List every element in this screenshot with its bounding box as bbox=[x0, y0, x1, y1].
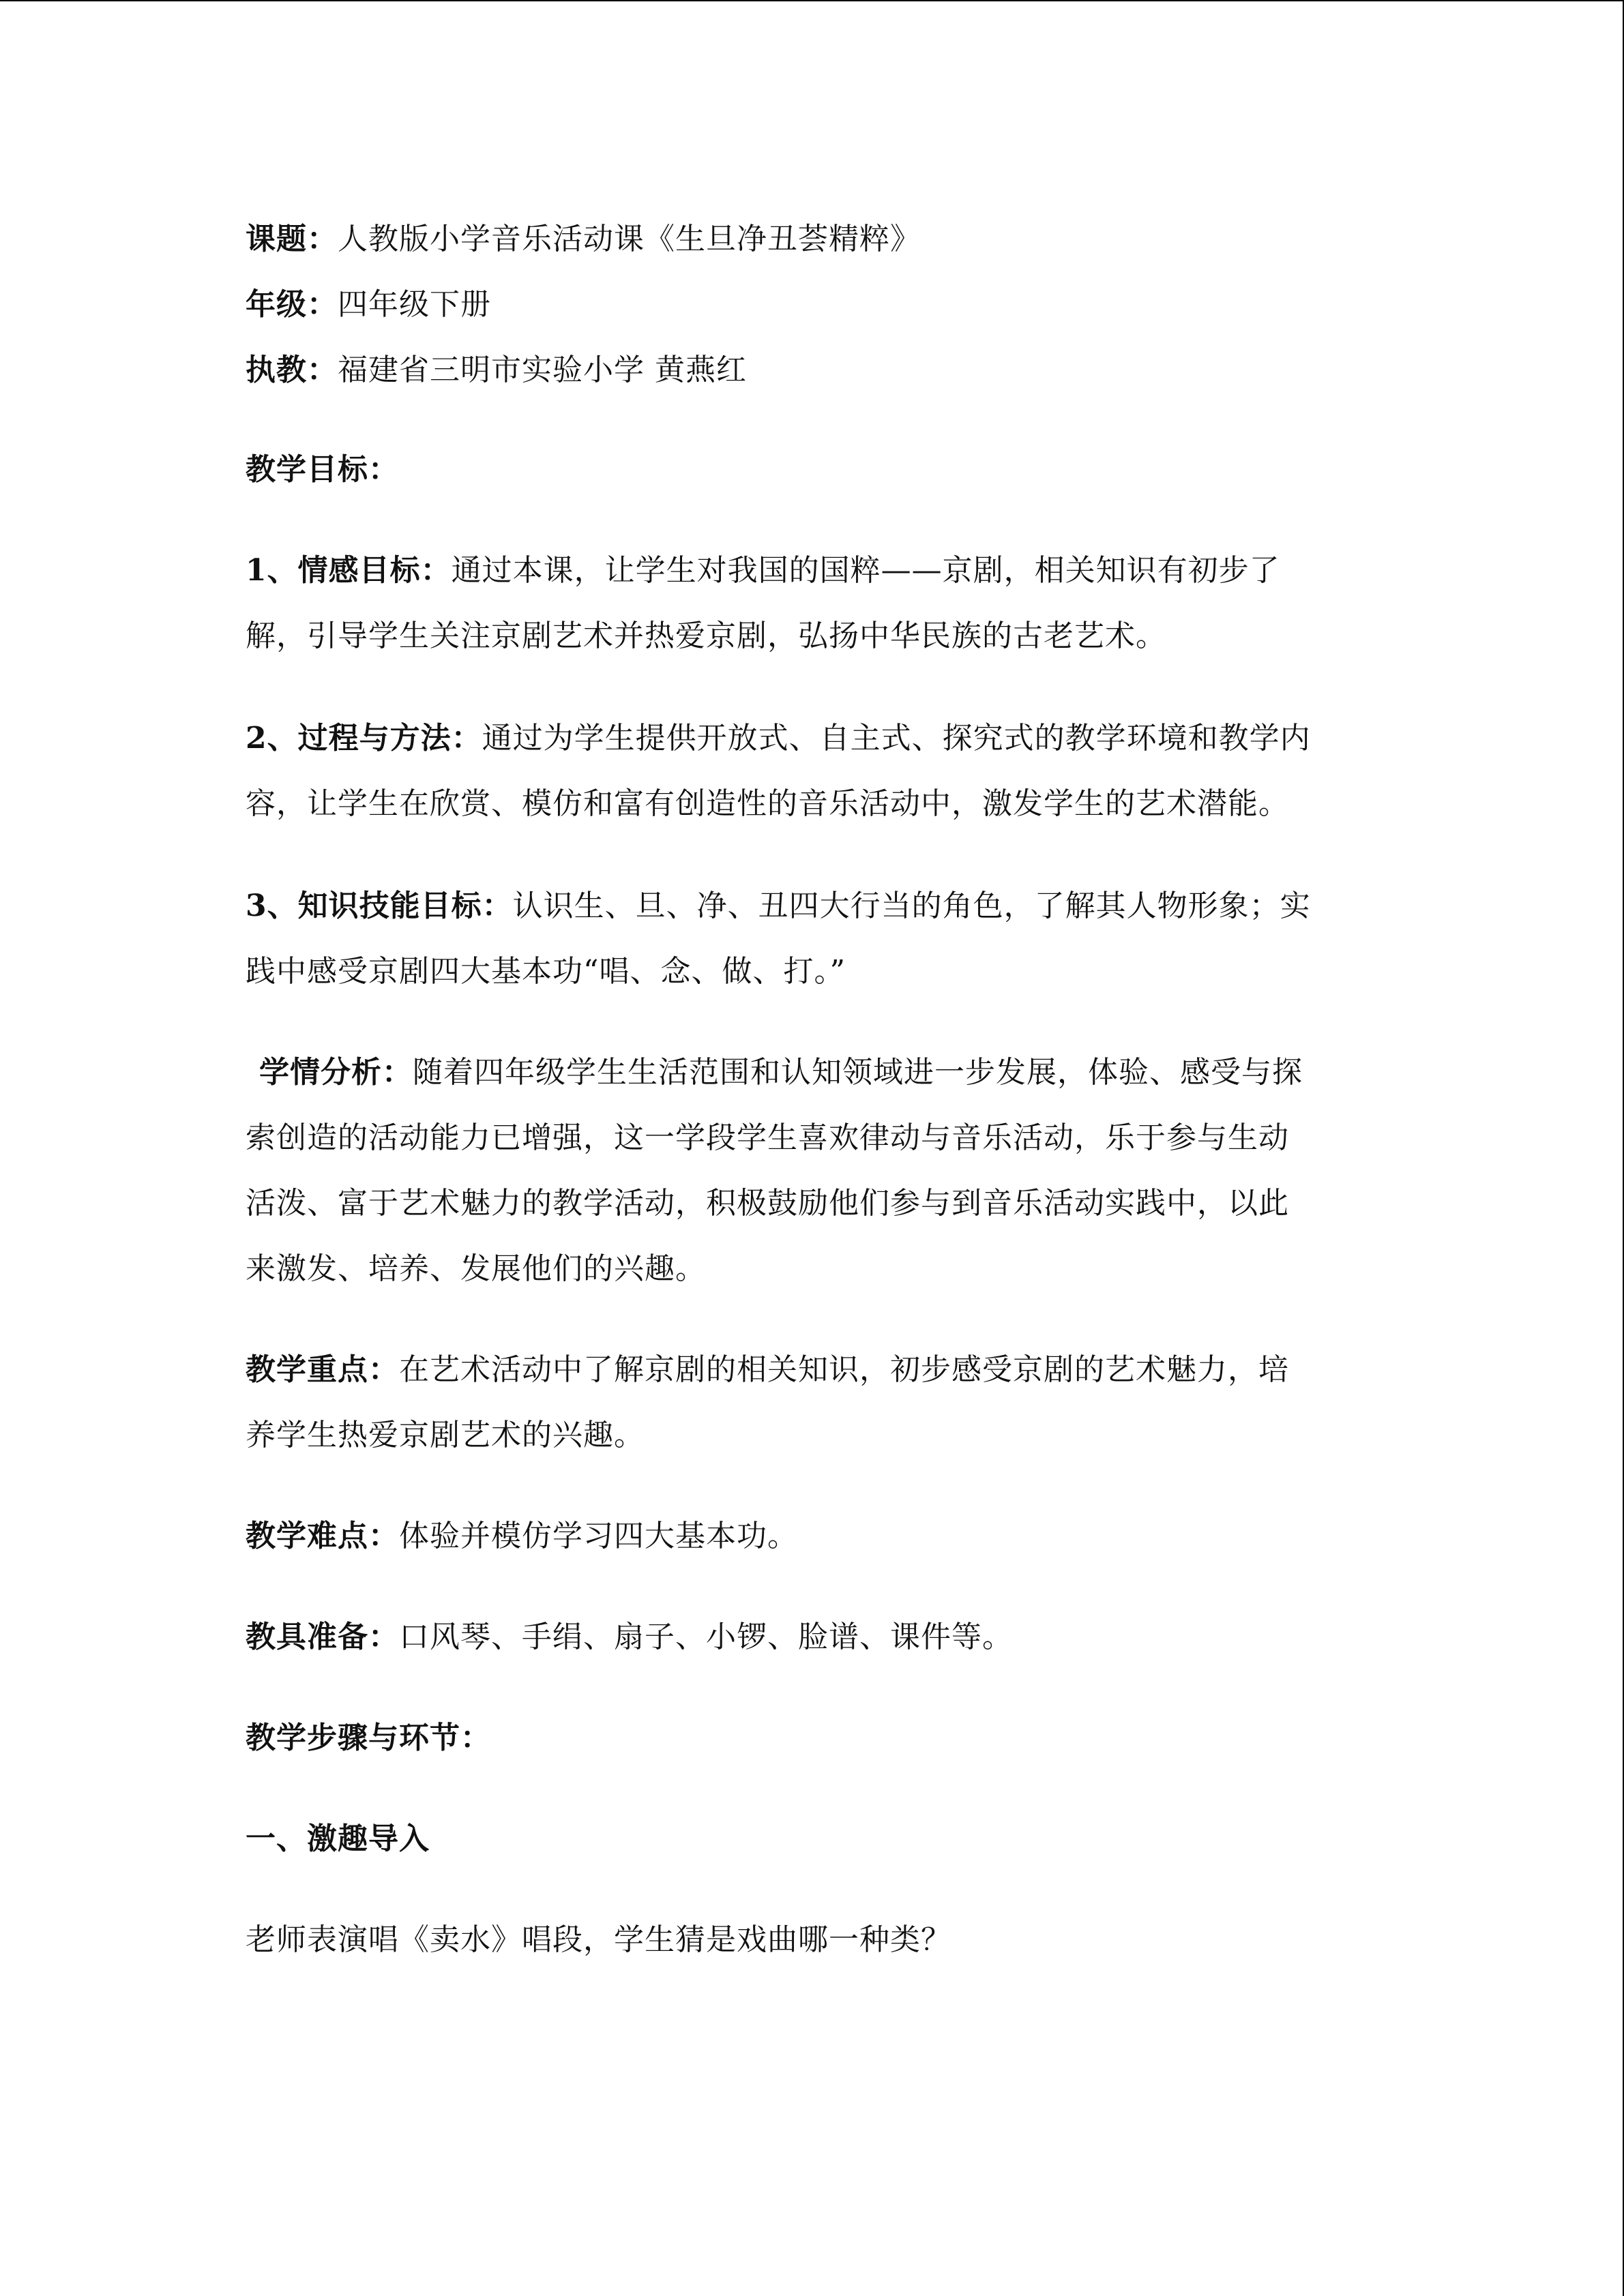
teacher-line bbox=[246, 337, 747, 404]
objective-1-text-1: 通过本课，让学生对我国的国粹——京剧，相关知识有初步了 bbox=[451, 553, 1280, 588]
analysis-text-3: 活泼、富于艺术魅力的教学活动，积极鼓励他们参与到音乐活动实践中，以此 bbox=[246, 1186, 1289, 1221]
topic-value: 人教版小学音乐活动课《生旦净丑荟精粹》 bbox=[338, 222, 921, 256]
analysis-text-2: 索创造的活动能力已增强，这一学段学生喜欢律动与音乐活动，乐于参与生动 bbox=[246, 1120, 1289, 1155]
difficulty-label: 教学难点： bbox=[246, 1519, 399, 1553]
difficulty-value: 体验并模仿学习四大基本功。 bbox=[399, 1519, 798, 1553]
objective-3-label: 3、知识技能目标： bbox=[246, 889, 513, 923]
analysis-line-1 bbox=[259, 1039, 1303, 1106]
key-point-text-1: 在艺术活动中了解京剧的相关知识，初步感受京剧的艺术魅力，培 bbox=[399, 1352, 1289, 1387]
key-point-line-1 bbox=[246, 1337, 1289, 1403]
objective-1-line-1 bbox=[246, 537, 1280, 604]
materials-label: 教具准备： bbox=[246, 1620, 399, 1654]
grade-label: 年级： bbox=[246, 287, 338, 322]
objective-1-text-2: 解，引导学生关注京剧艺术并热爱京剧，弘扬中华民族的古老艺术。 bbox=[246, 618, 1166, 653]
teacher-label: 执教： bbox=[246, 353, 338, 387]
objective-3-text-1: 认识生、旦、净、丑四大行当的角色，了解其人物形象；实 bbox=[512, 889, 1311, 923]
grade-line bbox=[246, 271, 491, 338]
analysis-text-4: 来激发、培养、发展他们的兴趣。 bbox=[246, 1251, 706, 1286]
objective-2-text-1: 通过为学生提供开放式、自主式、探究式的教学环境和教学内 bbox=[482, 721, 1311, 756]
materials-value: 口风琴、手绢、扇子、小锣、脸谱、课件等。 bbox=[399, 1620, 1013, 1654]
difficulty-line bbox=[246, 1503, 798, 1570]
objectives-heading: 教学目标： bbox=[246, 452, 399, 487]
objective-2-line-1 bbox=[246, 705, 1311, 772]
materials-line bbox=[246, 1604, 1013, 1671]
objective-1-label: 1、情感目标： bbox=[246, 553, 452, 588]
steps-heading: 教学步骤与环节： bbox=[246, 1720, 491, 1755]
section-1-text: 老师表演唱《卖水》唱段，学生猜是戏曲哪一种类？ bbox=[246, 1922, 951, 1957]
objective-2-text-2: 容，让学生在欣赏、模仿和富有创造性的音乐活动中，激发学生的艺术潜能。 bbox=[246, 786, 1289, 821]
topic-label: 课题： bbox=[246, 222, 338, 256]
analysis-label: 学情分析： bbox=[259, 1055, 413, 1090]
key-point-label: 教学重点： bbox=[246, 1352, 399, 1387]
section-1-heading: 一、激趣导入 bbox=[246, 1821, 430, 1856]
analysis-text-1: 随着四年级学生生活范围和认知领域进一步发展，体验、感受与探 bbox=[413, 1055, 1303, 1090]
teacher-value: 福建省三明市实验小学 黄燕红 bbox=[338, 353, 747, 387]
topic-line bbox=[246, 206, 921, 273]
objective-3-line-1 bbox=[246, 873, 1311, 940]
objective-2-label: 2、过程与方法： bbox=[246, 721, 482, 756]
grade-value: 四年级下册 bbox=[338, 287, 491, 322]
key-point-text-2: 养学生热爱京剧艺术的兴趣。 bbox=[246, 1418, 645, 1452]
objective-3-text-2: 践中感受京剧四大基本功“唱、念、做、打。” bbox=[246, 954, 846, 989]
